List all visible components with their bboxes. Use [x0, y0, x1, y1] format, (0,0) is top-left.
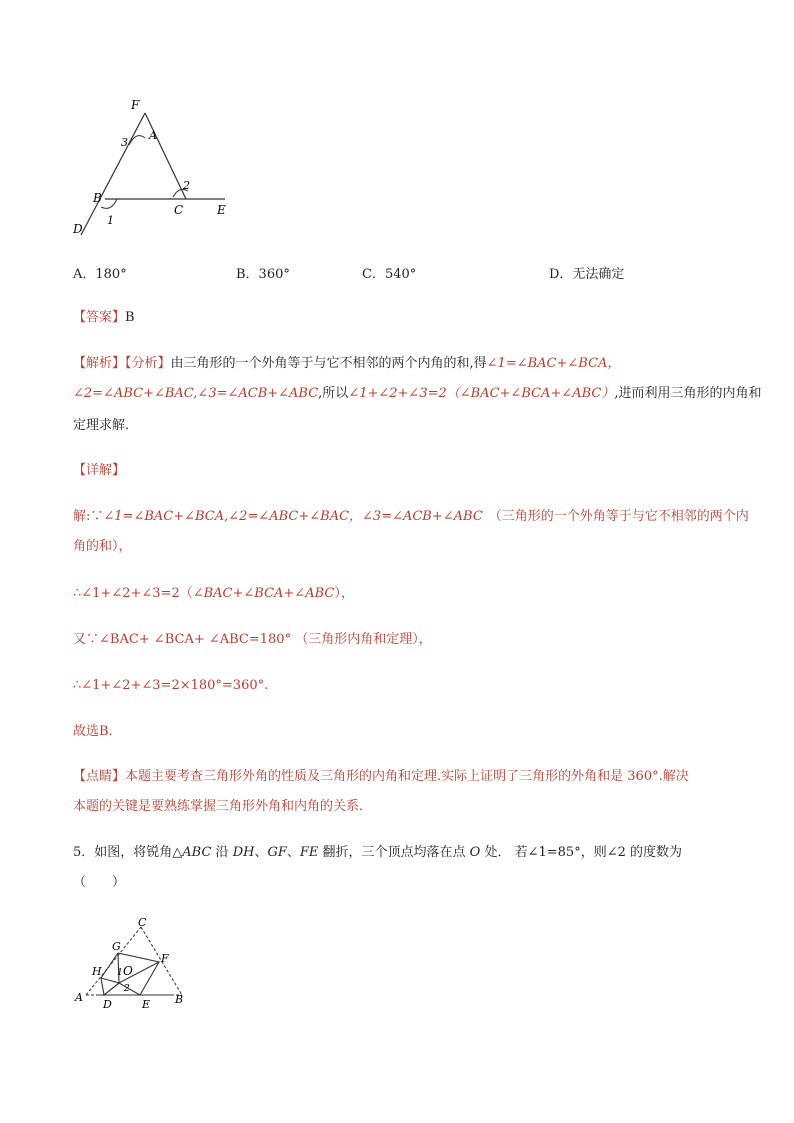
fig2-label-O: O [123, 964, 133, 978]
answer-value: B [125, 310, 135, 325]
comment-line-2 [73, 797, 372, 817]
q5-o: O [469, 845, 481, 860]
fig2-label-B: B [175, 993, 184, 1006]
label-C: C [174, 203, 184, 217]
label-angle3: 3 [121, 136, 128, 149]
detail-line-1 [73, 507, 749, 527]
label-E: E [217, 203, 226, 217]
q5-fe: FE [299, 845, 319, 860]
q5-text-g: 、 [286, 845, 300, 860]
detail-line-3 [73, 584, 354, 604]
comment-text-2: 本题的关键是要熟练掌握三角形外角和内角的关系． [73, 799, 373, 814]
comment-line-1 [73, 767, 689, 787]
analysis-formula-3: ∠1+∠2+∠3=2（∠BAC+∠BCA+∠ABC） [348, 386, 615, 401]
answer-line [73, 308, 135, 328]
fig2-label-H: H [92, 965, 102, 978]
analysis-tag: 【解析】【分析】 [73, 356, 171, 371]
folded-triangle-figure [68, 915, 193, 1015]
fig2-label-F: F [161, 952, 169, 965]
analysis-text-2d: ,进而利用三角形的内角和 [614, 386, 762, 401]
analysis-formula-1: ∠1=∠BAC+∠BCA， [486, 356, 621, 371]
fig2-label-E: E [142, 998, 151, 1011]
fig2-label-D: D [103, 998, 112, 1011]
detail-tag: 【详解】 [73, 463, 126, 478]
label-angle1: 1 [107, 214, 114, 227]
q5-text-k: 处． 若∠1=85°，则∠2 的度数为 [480, 845, 683, 860]
analysis-text-1a: 由三角形的一个外角等于与它不相邻的两个内角的和,得 [170, 356, 487, 371]
option-c: C．540° [362, 267, 417, 282]
triangle-exterior-angles-figure [65, 95, 240, 240]
detail-text-3a: ∴∠1+∠2+∠3=2（ [73, 586, 193, 601]
detail-formula-1: ∠1=∠BAC+∠BCA,∠2=∠ABC+∠BAC，∠3=∠ACB+∠ABC [103, 509, 483, 524]
detail-line-2 [73, 537, 132, 557]
q5-dh: DH [232, 845, 255, 860]
q5-gf: GF [267, 845, 287, 860]
question5-line-1 [73, 843, 682, 863]
detail-text-5: ∴∠1+∠2+∠3=2×180°=360°. [73, 678, 269, 693]
analysis-line-1 [73, 354, 620, 374]
detail-text-2: 角的和）， [73, 539, 132, 554]
fig2-label-angle1: 1 [117, 968, 123, 978]
detail-text-3c: ）， [334, 586, 354, 601]
fig2-label-G: G [112, 940, 121, 953]
comment-text-1: 本题主要考查三角形外角的性质及三角形的内角和定理.实际上证明了三角形的外角和是 360°.解决 [125, 769, 689, 784]
detail-formula-3: ∠BAC+∠BCA+∠ABC [192, 586, 335, 601]
q5-text-e: 、 [254, 845, 268, 860]
option-d: D．无法确定 [549, 267, 625, 282]
q5-blank: （ ） [73, 875, 126, 890]
comment-tag: 【点睛】 [73, 769, 126, 784]
analysis-line-2 [73, 384, 762, 404]
label-B: B [93, 191, 102, 205]
fig2-label-angle2: 2 [124, 984, 130, 994]
q5-text-a: 5．如图，将锐角△ [73, 845, 183, 860]
detail-text-4: 又∵∠BAC+ ∠BCA+ ∠ABC=180° （三角形内角和定理）， [73, 632, 432, 647]
q5-text-i: 翻折，三个顶点均落在点 [318, 845, 470, 860]
analysis-text-2b: ,所以 [318, 386, 349, 401]
label-A: A [149, 129, 157, 142]
detail-text-1c: （三角形的一个外角等于与它不相邻的两个内 [488, 509, 749, 524]
analysis-formula-2: ∠2=∠ABC+∠BAC,∠3=∠ACB+∠ABC [73, 386, 319, 401]
detail-text-6: 故选B． [73, 724, 122, 739]
analysis-line-3 [73, 416, 138, 436]
option-b: B．360° [236, 267, 290, 282]
q5-abc: ABC [182, 845, 212, 860]
analysis-text-3: 定理求解． [73, 418, 139, 433]
detail-text-1a: 解:∵ [73, 509, 104, 524]
fig2-label-A: A [75, 991, 83, 1004]
label-angle2: 2 [183, 179, 190, 192]
detail-line-4 [73, 630, 432, 650]
label-F: F [131, 98, 140, 112]
q5-text-c: 沿 [211, 845, 233, 860]
answer-tag: 【答案】 [73, 310, 126, 325]
detail-tag-line [73, 461, 125, 481]
option-a: A．180° [73, 267, 127, 282]
detail-line-5 [73, 676, 268, 696]
label-D: D [73, 222, 83, 236]
fig2-label-C: C [138, 916, 147, 929]
question5-line-2 [73, 873, 125, 893]
detail-line-6 [73, 722, 122, 742]
